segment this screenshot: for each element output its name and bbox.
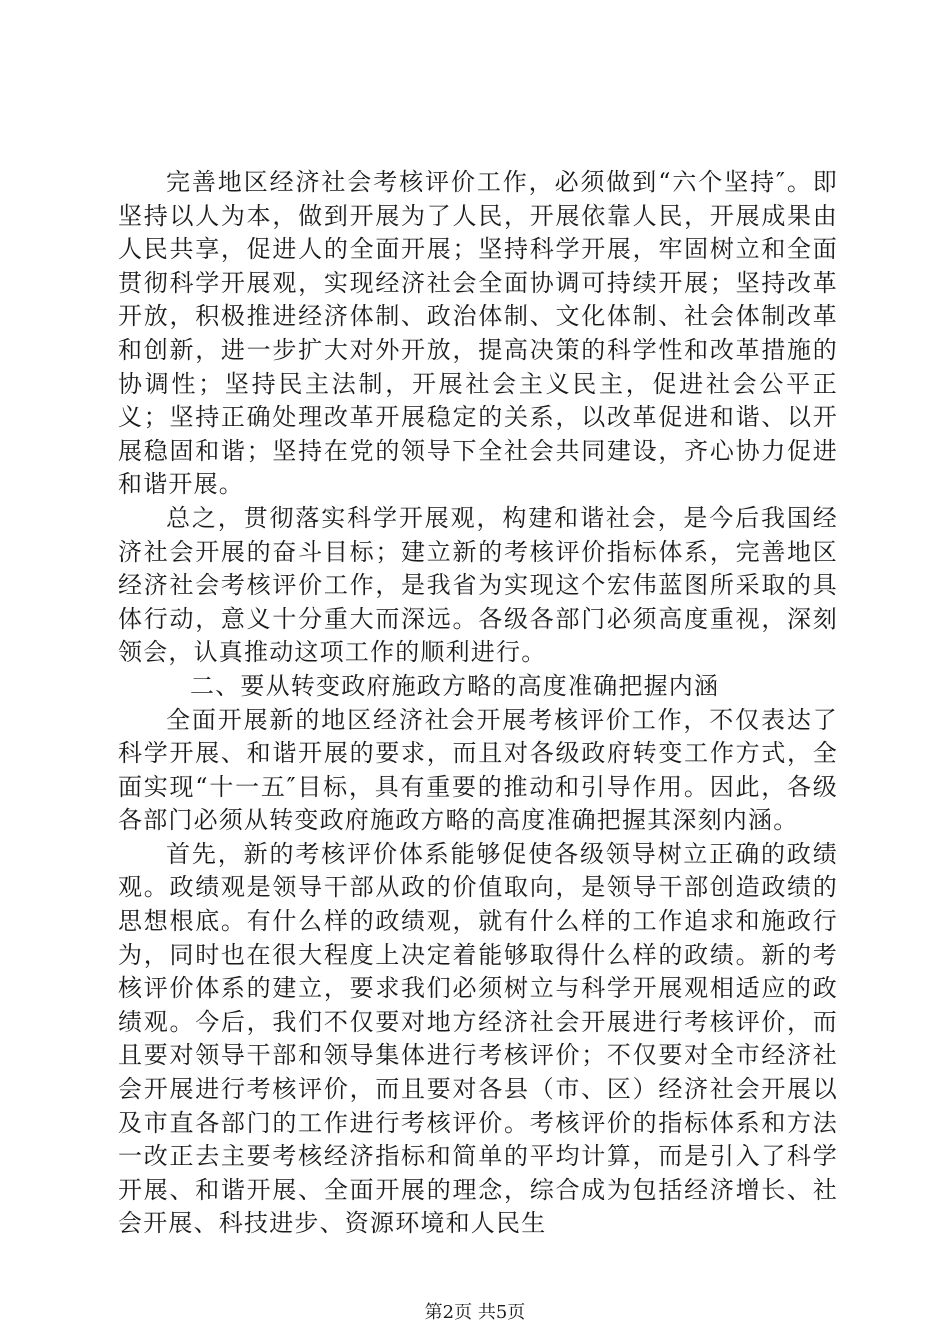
body-text [118,166,838,1241]
paragraph-comprehensive-evaluation: 全面开展新的地区经济社会开展考核评价工作，不仅表达了科学开展、和谐开展的要求，而且对各级政府转变工作方式，全面实现“十一五″目标，具有重要的推动和引导作用。因此，各级各部门必须从转变政府施政方略的高度准确把握其深刻内涵。 [118,705,838,835]
page-footer: 第2页 共5页 [424,1302,526,1323]
section-heading: 二、要从转变政府施政方略的高度准确把握内涵 [190,671,720,700]
paragraph-summary: 总之，贯彻落实科学开展观，构建和谐社会，是今后我国经济社会开展的奋斗目标；建立新的考核评价指标体系，完善地区经济社会考核评价工作，是我省为实现这个宏伟蓝图所采取的具体行动，意义十分重大而深远。各级各部门必须高度重视，深刻领会，认真推动这项工作的顺利进行。 [118,503,838,667]
paragraph-first-performance-view: 首先，新的考核评价体系能够促使各级领导树立正确的政绩观。政绩观是领导干部从政的价值取向，是领导干部创造政绩的思想根底。有什么样的政绩观，就有什么样的工作追求和施政行为，同时也在很大程度上决定着能够取得什么样的政绩。新的考核评价体系的建立，要求我们必须树立与科学开展观相适应的政绩观。今后，我们不仅要对地方经济社会开展进行考核评价，而且要对领导干部和领导集体进行考核评价；不仅要对全市经济社会开展进行考核评价，而且要对各县（市、区）经济社会开展以及市直各部门的工作进行考核评价。考核评价的指标体系和方法一改正去主要考核经济指标和简单的平均计算，而是引入了科学开展、和谐开展、全面开展的理念，综合成为包括经济增长、社会开展、科技进步、资源环境和人民生 [118,839,838,1238]
paragraph-six-persistences: 完善地区经济社会考核评价工作，必须做到“六个坚持″。即坚持以人为本，做到开展为了人民，开展依靠人民，开展成果由人民共享，促进人的全面开展；坚持科学开展，牢固树立和全面贯彻科学开展观，实现经济社会全面协调可持续开展；坚持改革开放，积极推进经济体制、政治体制、文化体制、社会体制改革和创新，进一步扩大对外开放，提高决策的科学性和改革措施的协调性；坚持民主法制，开展社会主义民主，促进社会公平正义；坚持正确处理改革开展稳定的关系，以改革促进和谐、以开展稳固和谐；坚持在党的领导下全社会共同建设，齐心协力促进和谐开展。 [118,168,838,499]
